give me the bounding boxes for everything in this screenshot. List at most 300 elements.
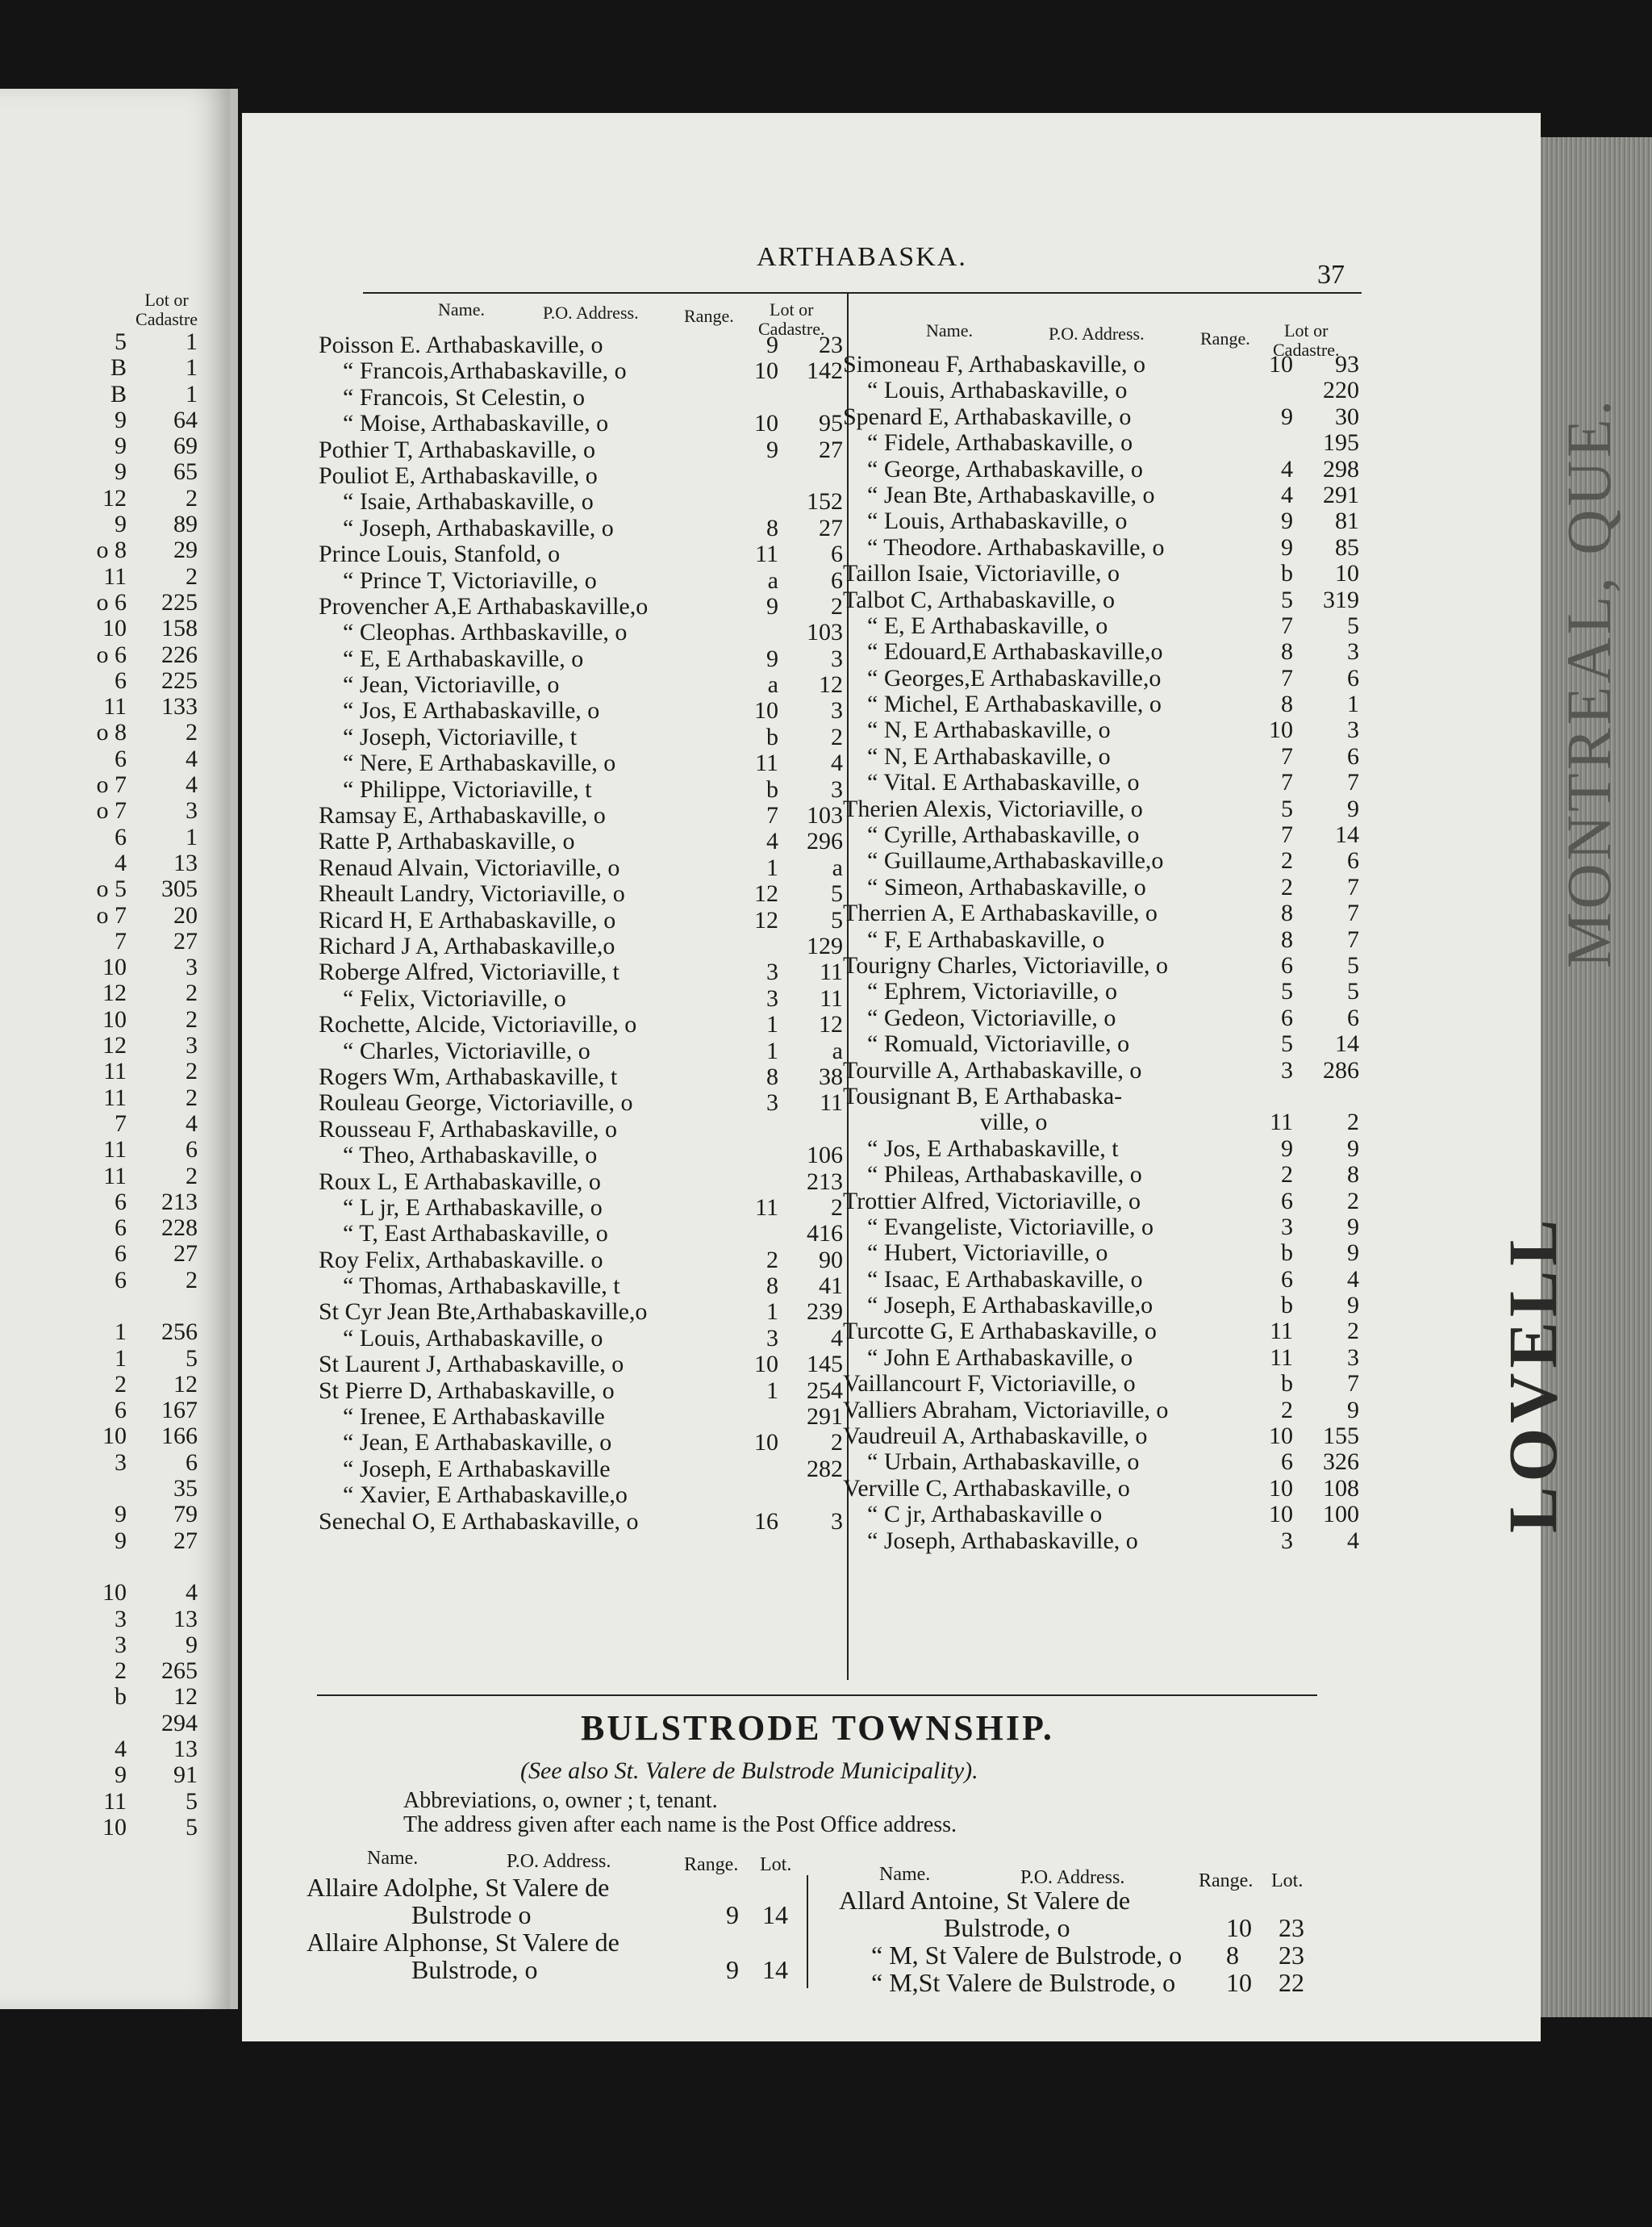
entry-name-address: “ Vital. E Arthabaskaville, o [867, 769, 1140, 796]
left-page-row [36, 1215, 198, 1241]
entry-name-address: Poisson E. Arthabaskaville, o [319, 332, 603, 358]
directory-entry [319, 594, 843, 620]
entry-lot: 254 [807, 1377, 843, 1404]
directory-entry [319, 489, 843, 515]
entry-name-address: Pothier T, Arthabaskaville, o [319, 436, 595, 463]
left-page-range: 6 [115, 1214, 127, 1242]
entries-left-column [319, 332, 843, 1535]
left-page-range: 6 [115, 823, 127, 850]
entry-range: 5 [1281, 1030, 1293, 1058]
directory-entry [843, 953, 1359, 979]
left-page-lot: 2 [186, 1084, 198, 1111]
left-facing-page [0, 89, 238, 2009]
left-page-row [36, 1528, 198, 1554]
left-page-row [36, 1450, 198, 1476]
entry-name-address: “ Cyrille, Arthabaskaville, o [867, 821, 1140, 849]
section-col-range: Range. [684, 1854, 739, 1875]
entry-lot: 38 [819, 1063, 843, 1090]
entry-lot: 2 [831, 723, 843, 750]
entry-name-address: “ Isaie, Arthabaskaville, o [343, 488, 594, 516]
entry-lot: 9 [1347, 1292, 1359, 1319]
left-page-lot: 4 [186, 745, 198, 772]
entry-name-address: “ Xavier, E Arthabaskaville,o [343, 1481, 628, 1509]
entry-name-address: Talbot C, Arthabaskaville, o [843, 586, 1116, 613]
directory-entry [843, 352, 1359, 378]
directory-entry [843, 1267, 1359, 1293]
directory-entry [319, 1273, 843, 1299]
entry-range: 2 [1281, 1161, 1293, 1189]
directory-entry [843, 483, 1359, 508]
directory-entry [843, 561, 1359, 587]
left-page-lot: 256 [161, 1318, 198, 1346]
left-page-lot: 3 [186, 797, 198, 825]
entry-lot: 319 [1323, 586, 1359, 613]
entry-lot: 142 [807, 357, 843, 385]
entry-lot: 286 [1323, 1056, 1359, 1084]
section-col-range-right: Range. [1199, 1870, 1254, 1891]
directory-entry [319, 463, 843, 489]
entry-name-address: “ Simeon, Arthabaskaville, o [867, 873, 1146, 900]
entry-name-address: “ Guillaume,Arthabaskaville,o [867, 847, 1164, 875]
directory-entry [843, 1345, 1359, 1371]
section-entry-lot: 14 [762, 1955, 788, 1984]
directory-entry [843, 1528, 1359, 1554]
left-page-row [36, 1789, 198, 1815]
entry-range: 7 [1281, 664, 1293, 691]
directory-entry [319, 1117, 843, 1143]
left-page-row [36, 1293, 198, 1319]
entry-range: 9 [766, 436, 778, 463]
left-page-lot: 226 [161, 641, 198, 668]
entry-name-address: Tourville A, Arthabaskaville, o [843, 1056, 1142, 1084]
left-page-lot: 1 [186, 823, 198, 850]
left-page-row [36, 382, 198, 407]
entry-range: 9 [766, 645, 778, 672]
entry-range: 8 [1281, 638, 1293, 666]
entry-lot: 30 [1335, 403, 1359, 430]
left-page-row [36, 1319, 198, 1345]
left-page-lot: 91 [173, 1761, 198, 1789]
left-page-row [36, 407, 198, 433]
left-page-lot: 228 [161, 1214, 198, 1242]
col-head-range-right: Range. [1200, 328, 1250, 349]
left-page-row [36, 1815, 198, 1841]
left-page-lot: 2 [186, 1266, 198, 1293]
entry-name-address: Turcotte G, E Arthabaskaville, o [843, 1318, 1157, 1345]
entry-name-address: “ Jos, E Arthabaskaville, t [867, 1134, 1119, 1162]
entry-lot: 7 [1347, 1370, 1359, 1398]
entry-name-address: “ Felix, Victoriaville, o [343, 984, 566, 1012]
entry-name-address: Renaud Alvain, Victoriaville, o [319, 854, 620, 881]
left-page-lot: 1 [186, 380, 198, 407]
directory-entry [319, 672, 843, 698]
entry-lot: 108 [1323, 1474, 1359, 1502]
entry-range: 7 [1281, 821, 1293, 849]
left-page-row [36, 1033, 198, 1059]
entry-name-address: “ T, East Arthabaskaville, o [343, 1220, 608, 1247]
entry-range: 11 [755, 1193, 778, 1221]
left-page-range: o 7 [96, 797, 127, 825]
entry-name-address: Roux L, E Arthabaskaville, o [319, 1168, 601, 1195]
entry-lot: 220 [1323, 377, 1359, 404]
section-entry-lot: 23 [1279, 1941, 1304, 1970]
left-page-row [36, 1189, 198, 1215]
left-page-range: o 8 [96, 537, 127, 564]
directory-entry [843, 1031, 1359, 1057]
entry-lot: 106 [807, 1142, 843, 1169]
entry-name-address: “ Urbain, Arthabaskaville, o [867, 1448, 1140, 1476]
left-page-lot: 133 [161, 693, 198, 721]
directory-entry [843, 1084, 1359, 1109]
entry-lot: 282 [807, 1455, 843, 1482]
entry-name-address: “ Joseph, Arthabaskaville, o [867, 1527, 1138, 1554]
left-page-row [36, 537, 198, 563]
entry-lot: 14 [1335, 1030, 1359, 1058]
entry-range: 5 [1281, 978, 1293, 1005]
left-page-row [36, 1502, 198, 1527]
entry-range: 3 [1281, 1213, 1293, 1240]
left-page-lot: 35 [173, 1475, 198, 1502]
entry-lot: 2 [1347, 1187, 1359, 1214]
left-page-lot: 3 [186, 954, 198, 981]
entry-lot: 3 [1347, 1343, 1359, 1371]
left-page-row [36, 1684, 198, 1710]
directory-entry [319, 646, 843, 672]
col-head-name-right: Name. [926, 320, 974, 341]
entry-name-address: Roberge Alfred, Victoriaville, t [319, 959, 620, 986]
entry-range: 11 [1270, 1318, 1293, 1345]
entry-name-address: Rheault Landry, Victoriaville, o [319, 880, 625, 908]
entry-lot: 291 [807, 1403, 843, 1431]
directory-entry [843, 639, 1359, 665]
directory-entry [843, 1318, 1359, 1344]
directory-entry [319, 881, 843, 907]
entry-name-address: “ E, E Arthabaskaville, o [867, 612, 1108, 639]
left-page-row [36, 1164, 198, 1189]
left-page-range: B [110, 354, 127, 382]
left-page-row [36, 746, 198, 772]
left-page-lot: 1 [186, 354, 198, 382]
left-page-lot: 79 [173, 1501, 198, 1528]
entry-range: 7 [1281, 612, 1293, 639]
entry-lot: 326 [1323, 1448, 1359, 1476]
directory-entry [843, 1293, 1359, 1318]
section-entry-range: 10 [1226, 1968, 1252, 1997]
left-page-row [36, 1268, 198, 1293]
directory-entry [319, 1143, 843, 1168]
section-col-address-right: P.O. Address. [1020, 1867, 1125, 1888]
entry-lot: 3 [831, 775, 843, 803]
left-page-lot: 2 [186, 484, 198, 512]
entry-name-address: Ramsay E, Arthabaskaville, o [319, 802, 606, 829]
left-page-lot: 65 [173, 458, 198, 486]
left-page-lot: 4 [186, 771, 198, 799]
entry-name-address: “ Edouard,E Arthabaskaville,o [867, 638, 1163, 666]
entry-range: 9 [1281, 1134, 1293, 1162]
entry-name-address: “ N, E Arthabaskaville, o [867, 742, 1111, 770]
left-page-row [36, 486, 198, 512]
left-page-range: o 6 [96, 588, 127, 616]
directory-entry [843, 1476, 1359, 1502]
left-page-lot: 4 [186, 1579, 198, 1607]
left-page-lot: 13 [173, 849, 198, 876]
entry-name-address: “ Irenee, E Arthabaskaville [343, 1403, 605, 1431]
entry-range: b [1281, 1239, 1293, 1267]
entry-lot: 85 [1335, 533, 1359, 561]
entry-name-address: “ E, E Arthabaskaville, o [343, 645, 584, 672]
entry-lot: 3 [831, 697, 843, 725]
entry-name-address: “ Joseph, E Arthabaskaville,o [867, 1292, 1153, 1319]
entry-range: 10 [754, 697, 778, 725]
entry-range: 11 [755, 750, 778, 777]
entry-lot: 7 [1347, 925, 1359, 953]
left-page-range: 9 [115, 406, 127, 433]
section-entry-range: 9 [726, 1955, 739, 1984]
left-page-range: 3 [115, 1631, 127, 1658]
section-entry-text: “ M, St Valere de Bulstrode, o [871, 1941, 1183, 1970]
left-page-row [36, 798, 198, 824]
left-page-lot: 2 [186, 719, 198, 746]
entry-name-address: “ Prince T, Victoriaville, o [343, 566, 597, 594]
left-page-row [36, 1007, 198, 1033]
entry-name-address: Ratte P, Arthabaskaville, o [319, 828, 575, 855]
entry-name-address: “ Nere, E Arthabaskaville, o [343, 750, 616, 777]
left-page-lot: 3 [186, 1032, 198, 1059]
left-page-lot: 265 [161, 1657, 198, 1685]
entry-range: a [767, 671, 778, 699]
left-page-lot: 5 [186, 1813, 198, 1841]
left-page-range [52, 1554, 127, 1580]
entry-name-address: “ L jr, E Arthabaskaville, o [343, 1193, 603, 1221]
entry-lot: 155 [1323, 1423, 1359, 1450]
entry-lot: 291 [1323, 481, 1359, 508]
spine-imprint-dark: LOVELL [1494, 1214, 1571, 1533]
left-page-lot [133, 1554, 198, 1580]
section-entry-range: 8 [1226, 1941, 1239, 1970]
entry-lot: 6 [831, 541, 843, 568]
directory-entry [319, 986, 843, 1012]
section-entry-text: Allaire Adolphe, St Valere de [307, 1873, 610, 1902]
entry-lot: 7 [1347, 873, 1359, 900]
left-page-row [36, 1085, 198, 1111]
directory-entry [319, 1038, 843, 1064]
entry-name-address: “ Evangeliste, Victoriaville, o [867, 1213, 1154, 1240]
directory-entry [319, 411, 843, 437]
entry-range: 1 [766, 1011, 778, 1038]
left-page-row [36, 876, 198, 902]
directory-entry [319, 620, 843, 646]
entry-name-address: Spenard E, Arthabaskaville, o [843, 403, 1132, 430]
entry-name-address: St Pierre D, Arthabaskaville, o [319, 1377, 615, 1404]
left-page-row [36, 850, 198, 876]
left-page-lot: 69 [173, 432, 198, 460]
entry-name-address: “ C jr, Arthabaskaville o [867, 1501, 1103, 1528]
entry-name-address: Senechal O, E Arthabaskaville, o [319, 1507, 639, 1535]
left-page-lot: 4 [186, 1109, 198, 1137]
left-page-range: 6 [115, 1188, 127, 1215]
directory-entry [319, 1195, 843, 1221]
entry-lot: 3 [831, 645, 843, 672]
entry-lot: 6 [1347, 847, 1359, 875]
entry-range: 8 [766, 1063, 778, 1090]
entry-range: 9 [1281, 403, 1293, 430]
entry-name-address: “ Francois,Arthabaskaville, o [343, 357, 627, 385]
entry-lot: 5 [831, 880, 843, 908]
left-page-row [36, 825, 198, 850]
left-page-range: 11 [103, 1084, 127, 1111]
entry-lot: 152 [807, 488, 843, 516]
directory-entry [843, 979, 1359, 1005]
left-page-range: o 7 [96, 901, 127, 929]
col-head-lot: Lot or Cadastre. [758, 299, 825, 339]
entry-lot: 8 [1347, 1161, 1359, 1189]
left-page-row [36, 642, 198, 668]
section-col-name-right: Name. [879, 1864, 931, 1885]
left-page-row [36, 1554, 198, 1580]
entry-name-address: Taillon Isaie, Victoriaville, o [843, 560, 1120, 587]
entry-range: 1 [766, 1037, 778, 1064]
left-page-range: 4 [115, 849, 127, 876]
directory-entry [319, 358, 843, 384]
left-page-range: o 7 [96, 771, 127, 799]
left-page-lot: 213 [161, 1188, 198, 1215]
entry-range: a [767, 566, 778, 594]
left-page-row [36, 1346, 198, 1372]
entry-name-address: “ F, E Arthabaskaville, o [867, 925, 1105, 953]
left-page-row [36, 1059, 198, 1084]
left-page-lot: 1 [186, 328, 198, 355]
entry-range: 6 [1281, 951, 1293, 979]
left-page-lot: 64 [173, 406, 198, 433]
entry-lot: 3 [1347, 717, 1359, 744]
left-page-row [36, 590, 198, 616]
entry-lot: 298 [1323, 455, 1359, 483]
entry-range: 16 [754, 1507, 778, 1535]
left-page-row [36, 1111, 198, 1137]
entry-range: 9 [766, 332, 778, 358]
left-page-lot: 27 [173, 1527, 198, 1554]
entry-lot: 93 [1335, 351, 1359, 378]
entry-range: 6 [1281, 1187, 1293, 1214]
directory-entry [843, 430, 1359, 456]
entry-lot: 100 [1323, 1501, 1359, 1528]
left-page-range: 6 [115, 666, 127, 694]
left-page-range: o 8 [96, 719, 127, 746]
entry-lot: 6 [1347, 1004, 1359, 1031]
left-page-range: B [110, 380, 127, 407]
left-page-lot: 20 [173, 901, 198, 929]
left-page-row [36, 512, 198, 537]
left-page-row [36, 1711, 198, 1736]
left-page-lot: 13 [173, 1605, 198, 1632]
directory-entry [319, 1378, 843, 1404]
entry-name-address: Tourigny Charles, Victoriaville, o [843, 951, 1168, 979]
directory-entry [843, 744, 1359, 770]
directory-entry [319, 385, 843, 411]
entry-range: 3 [1281, 1056, 1293, 1084]
left-page-range: 7 [115, 927, 127, 955]
left-page-lot [133, 1293, 198, 1319]
entry-name-address: “ Jean, E Arthabaskaville, o [343, 1429, 612, 1456]
directory-entry [843, 378, 1359, 403]
left-page-lot: 2 [186, 1058, 198, 1085]
entry-lot: 81 [1335, 508, 1359, 535]
directory-entry [843, 1371, 1359, 1397]
entry-lot: 1 [1347, 691, 1359, 718]
left-page-range: 7 [115, 1109, 127, 1137]
left-page-values [36, 329, 198, 1841]
left-page-lot: 5 [186, 1344, 198, 1372]
entry-name-address: “ Georges,E Arthabaskaville,o [867, 664, 1162, 691]
entry-range: b [1281, 1370, 1293, 1398]
section-entry-text: “ M,St Valere de Bulstrode, o [871, 1968, 1176, 1997]
directory-entry [843, 691, 1359, 717]
entry-lot: 27 [819, 436, 843, 463]
left-page-range: 6 [115, 1266, 127, 1293]
entry-name-address: “ Jean, Victoriaville, o [343, 671, 560, 699]
left-page-range: o 5 [96, 875, 127, 903]
entry-lot: 14 [1335, 821, 1359, 849]
directory-entry [843, 1423, 1359, 1449]
left-page-range: 4 [115, 1736, 127, 1763]
left-page-range: 9 [115, 1761, 127, 1789]
entry-lot: 6 [831, 566, 843, 594]
entry-name-address: “ Charles, Victoriaville, o [343, 1037, 590, 1064]
entry-name-address: “ Hubert, Victoriaville, o [867, 1239, 1108, 1267]
directory-entry [319, 855, 843, 881]
left-page-lot: 29 [173, 537, 198, 564]
entry-name-address: “ N, E Arthabaskaville, o [867, 717, 1111, 744]
entry-name-address: Simoneau F, Arthabaskaville, o [843, 351, 1146, 378]
entry-lot: 11 [820, 959, 843, 986]
directory-entry [319, 1326, 843, 1352]
left-page-row [36, 1476, 198, 1502]
entry-lot: 2 [831, 1429, 843, 1456]
directory-entry [843, 1189, 1359, 1214]
entry-range: 9 [1281, 508, 1293, 535]
left-page-lot: 12 [173, 1683, 198, 1711]
directory-entry [319, 1299, 843, 1325]
left-page-row [36, 1372, 198, 1398]
left-page-lot: 9 [186, 1631, 198, 1658]
left-page-lot: 166 [161, 1423, 198, 1450]
left-page-range: 11 [103, 1162, 127, 1189]
entry-range: 10 [1269, 1423, 1293, 1450]
col-head-name: Name. [438, 299, 486, 320]
left-page-lot: 6 [186, 1136, 198, 1164]
section-entry-text: Bulstrode, o [944, 1913, 1070, 1942]
entry-range: 8 [1281, 925, 1293, 953]
entry-lot: 2 [831, 1193, 843, 1221]
entry-lot: 239 [807, 1298, 843, 1326]
left-page-lot: 305 [161, 875, 198, 903]
col-head-range: Range. [684, 306, 734, 326]
entry-name-address: St Cyr Jean Bte,Arthabaskaville,o [319, 1298, 648, 1326]
left-page-row [36, 1658, 198, 1684]
left-page-range: 6 [115, 1397, 127, 1424]
section-col-lot-right: Lot. [1271, 1870, 1304, 1891]
directory-entry [843, 1398, 1359, 1423]
entry-name-address: “ Philippe, Victoriaville, t [343, 775, 592, 803]
entry-lot: 4 [1347, 1527, 1359, 1554]
directory-entry [843, 1058, 1359, 1084]
directory-entry [319, 1090, 843, 1116]
entry-lot: 9 [1347, 795, 1359, 822]
entry-range: 10 [1269, 351, 1293, 378]
entry-lot: 12 [819, 1011, 843, 1038]
section-col-lot: Lot. [760, 1854, 792, 1875]
entry-range: 11 [755, 541, 778, 568]
